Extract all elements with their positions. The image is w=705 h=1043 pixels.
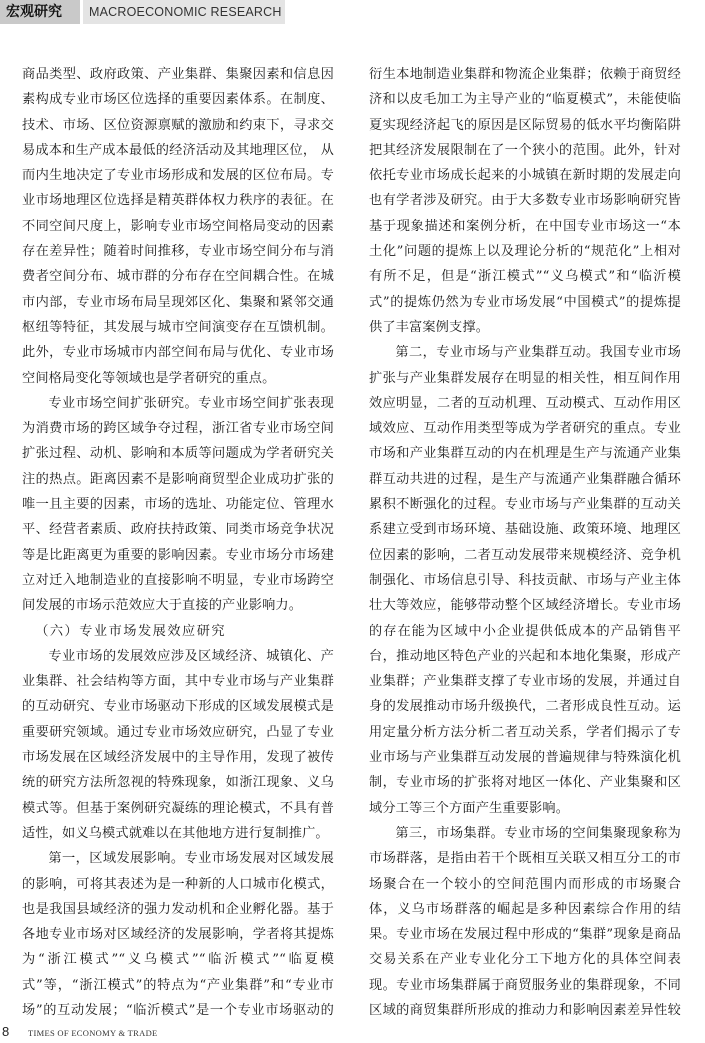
paragraph: 衍生本地制造业集群和物流企业集群；依赖于商贸经济和以皮毛加工为主导产业的“临夏模式”，未能使临夏实现经济起飞的原因是区际贸易的低水平均衡陷阱把其经济发展限制在了一个狭小的范围。此外，针对依托专业市场成长起来的小城镇在新时期的发展走向也有学者涉及研究。由于大多数专业市场影响研究皆基于现象描述和案例分析，在中国专业市场这一“本土化”问题的提炼上以及理论分析的“规范化”上相对有所不足，但是“浙江模式”“义乌模式”和“临沂模式”的提炼仍然为专业市场发展“中国模式”的提炼提供了丰富案例支撑。 xyxy=(369,67,681,335)
journal-name: TIMES OF ECONOMY & TRADE xyxy=(28,1028,158,1038)
paragraph: 专业市场的发展效应涉及区域经济、城镇化、产业集群、社会结构等方面，其中专业市场与产业集群的互动研究、专业市场驱动下形成的区域发展模式是重要研究领域。通过专业市场效应研究，凸显了专业市场发展在区域经济发展中的主导作用，发现了被传统的研究方法所忽视的特殊现象，如浙江现象、义乌模式等。但基于案例研究凝练的理论模式，不具有普适性，如义乌模式就难以在其他地方进行复制推广。 xyxy=(22,648,334,841)
section-label-cn: 宏观研究 xyxy=(0,0,80,24)
paragraph: 第三，市场集群。专业市场的空间集聚现象称为市场群落，是指由若干个既相互关联又相互分工的市场聚合在一个较小的空间范围内而形成的市场聚合体，义乌市场群落的崛起是多种因素综合作用的结果。专业市场在发展过程中形成的“集群”现象是商品交易关系在产业专业化分工下地方化的具体空间表现。专业市场集群属于商贸服务业的集群现象，不同区域的商贸集群所形成的推动力和影响因素差异性较 xyxy=(369,825,681,1018)
section-heading: （六）专业市场发展效应研究 xyxy=(35,623,227,639)
section-label-en: MACROECONOMIC RESEARCH xyxy=(83,0,285,24)
right-column xyxy=(369,62,681,1022)
page-number: 8 xyxy=(2,1024,10,1039)
page-footer xyxy=(0,1020,705,1043)
left-column xyxy=(22,62,334,1022)
paragraph: 商品类型、政府政策、产业集群、集聚因素和信息因素构成专业市场区位选择的重要因素体系。在制度、技术、市场、区位资源禀赋的激励和约束下，寻求交易成本和生产成本最低的经济活动及其地理区位， 从而内生地决定了专业市场形成和发展的区位布局。专业市场地理区位选择是精英群体权力秩序的表征。在不同空间尺度上，影响专业市场空间格局变动的因素存在差异性；随着时间推移，专业市场空间分布与消费者空间分布、城市群的分布存在空间耦合性。在城市内部，专业市场布局呈现郊区化、集聚和紧邻交通枢纽等特征，其发展与城市空间演变存在互馈机制。此外，专业市场城市内部空间布局与优化、专业市场空间格局变化等领域也是学者研究的重点。 xyxy=(22,67,334,386)
paragraph: 第二，专业市场与产业集群互动。我国专业市场扩张与产业集群发展存在明显的相关性，相互间作用效应明显，二者的互动机理、互动模式、互动作用区域效应、互动作用类型等成为学者研究的重点。专业市场和产业集群互动的内在机理是生产与流通产业集群互动共进的过程，是生产与流通产业集群融合循环累积不断强化的过程。专业市场与产业集群的互动关系建立受到市场环境、基础设施、政策环境、地理区位因素的影响，二者互动发展带来规模经济、竞争机制强化、市场信息引导、科技贡献、市场与产业主体壮大等效应，能够带动整个区域经济增长。专业市场的存在能为区域中小企业提供低成本的产品销售平台，推动地区特色产业的兴起和本地化集聚，形成产业集群；产业集群支撑了专业市场的发展，并通过自身的发展推动市场升级换代，二者形成良性互动。运用定量分析方法分析二者互动关系，学者们揭示了专业市场与产业集群互动发展的普遍规律与特殊演化机制，专业市场的扩张将对地区一体化、产业集聚和区域分工等三个方面产生重要影响。 xyxy=(369,345,681,816)
paragraph: 专业市场空间扩张研究。专业市场空间扩张表现为消费市场的跨区域争夺过程，浙江省专业市场空间扩张过程、动机、影响和本质等问题成为学者研究关注的热点。距离因素不是影响商贸型企业成功扩张的唯一且主要的因素，市场的选址、功能定位、管理水平、经营者素质、政府扶持政策、同类市场竞争状况等是比距离更为重要的影响因素。专业市场分市场建立对迁入地制造业的直接影响不明显，专业市场跨空间发展的市场示范效应大于直接的产业影响力。 xyxy=(22,395,334,614)
paragraph: 第一，区域发展影响。专业市场发展对区域发展的影响，可将其表述为是一种新的人口城市化模式，也是我国县域经济的强力发动机和企业孵化器。基于各地专业市场对区域经济的发展影响，学者将其提炼为“浙江模式”“义乌模式”“临沂模式”“临夏模式”等，“浙江模式”的特点为“产业集群”和“专业市场”的互动发展；“临沂模式”是一个专业市场驱动的 xyxy=(22,851,334,1018)
running-header xyxy=(0,0,705,24)
